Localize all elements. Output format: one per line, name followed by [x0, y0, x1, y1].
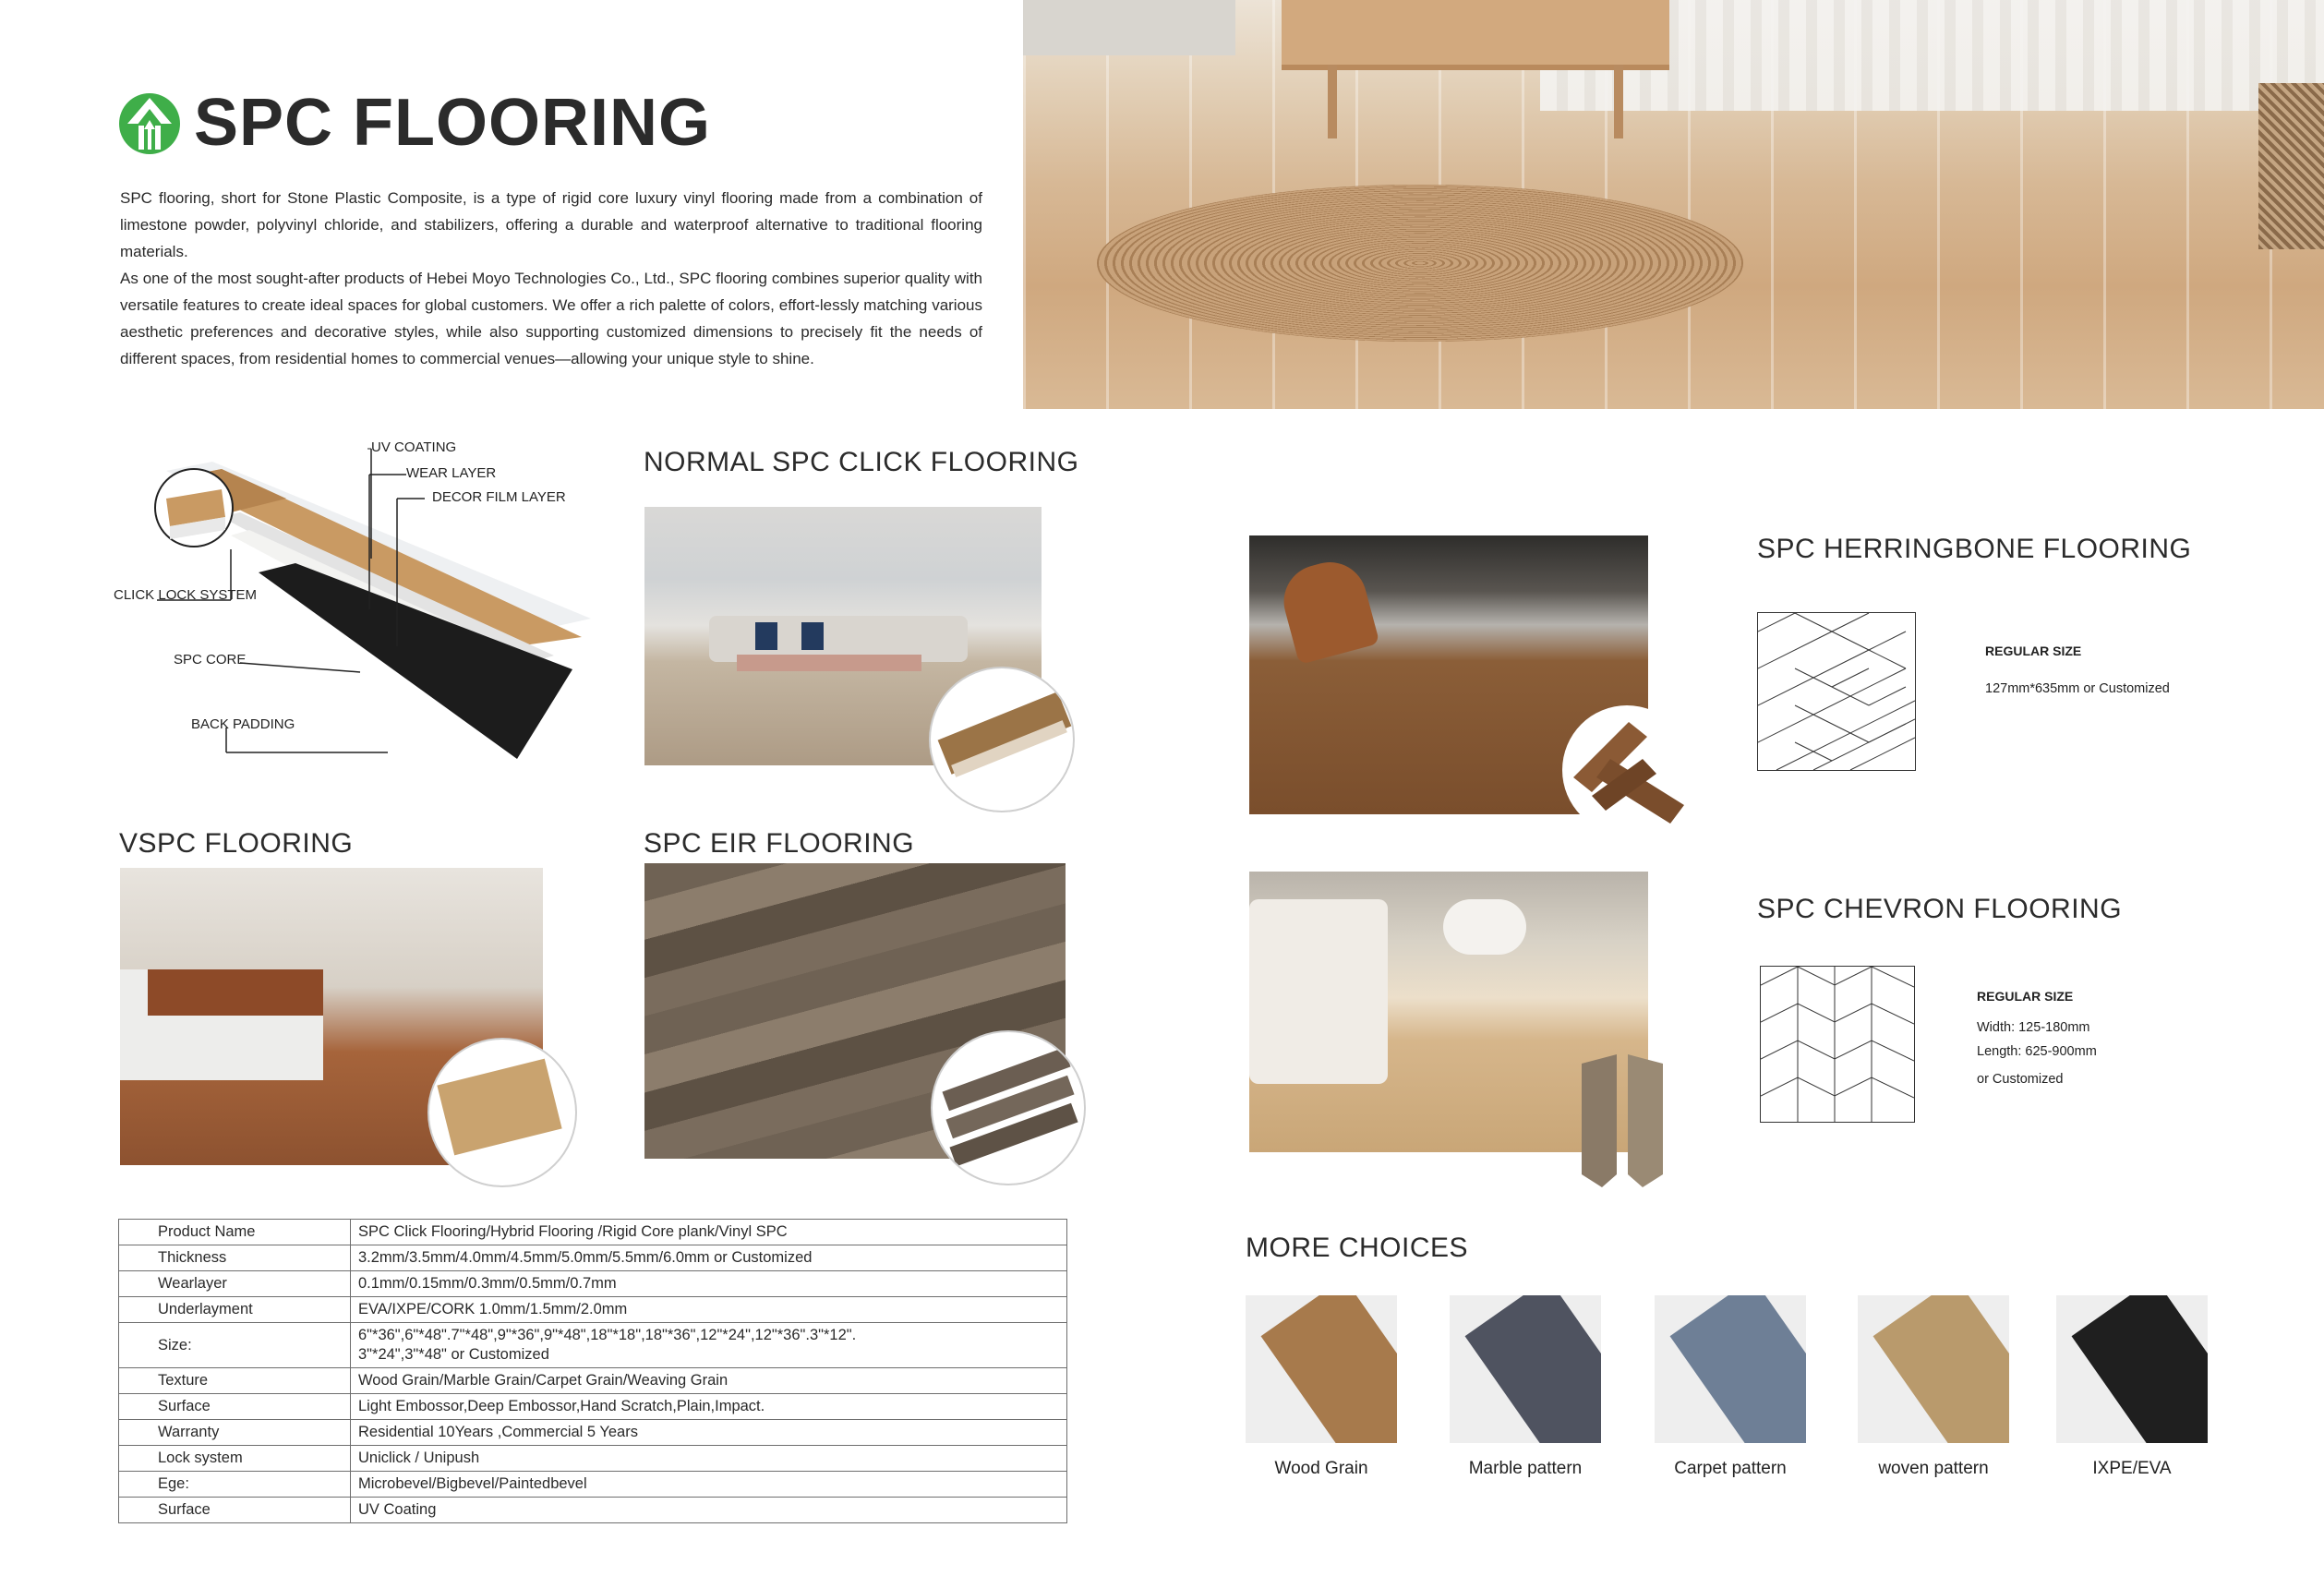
spec-key: Product Name [119, 1220, 351, 1245]
herringbone-size-value: 127mm*635mm or Customized [1985, 681, 2170, 696]
spec-key: Surface [119, 1498, 351, 1523]
plank-sample [437, 1059, 561, 1156]
table-row [119, 1245, 1067, 1271]
table-row [119, 1420, 1067, 1446]
label-wear-layer: WEAR LAYER [406, 465, 497, 481]
section-title-chevron: SPC CHEVRON FLOORING [1757, 894, 2123, 924]
herringbone-size-label: REGULAR SIZE [1985, 644, 2082, 658]
coffee-table-shape [1443, 899, 1526, 955]
choice-label: Carpet pattern [1674, 1459, 1787, 1478]
section-title-herringbone: SPC HERRINGBONE FLOORING [1757, 534, 2192, 564]
spec-key: Surface [119, 1394, 351, 1420]
choice-swatch [1858, 1295, 2009, 1443]
choice-plank [1261, 1295, 1397, 1443]
spec-value [351, 1323, 1067, 1368]
spec-key: Size: [119, 1323, 351, 1368]
cushion-shape [755, 622, 777, 650]
label-back-padding: BACK PADDING [191, 716, 295, 732]
spec-key: Thickness [119, 1245, 351, 1271]
choice-label: woven pattern [1878, 1459, 1989, 1478]
chevron-plank-icon [1574, 1054, 1670, 1187]
eir-plank-circle [931, 1030, 1086, 1185]
choice-label: Marble pattern [1468, 1459, 1583, 1478]
company-logo-icon [118, 92, 181, 155]
intro-text [120, 185, 982, 372]
section-title-eir: SPC EIR FLOORING [644, 828, 915, 859]
table-row [119, 1498, 1067, 1523]
choice-plank [1670, 1295, 1806, 1443]
spec-value: Wood Grain/Marble Grain/Carpet Grain/Weaving Grain [351, 1368, 1067, 1394]
table-row [119, 1323, 1067, 1368]
page-title: SPC FLOORING [194, 86, 712, 160]
spec-value: UV Coating [351, 1498, 1067, 1523]
choice-plank [2072, 1295, 2208, 1443]
spec-key: Lock system [119, 1446, 351, 1472]
table-row [119, 1271, 1067, 1297]
sofa-shape [1249, 899, 1388, 1084]
spec-key: Warranty [119, 1420, 351, 1446]
chevron-size-label: REGULAR SIZE [1977, 989, 2074, 1004]
section-title-vspc: VSPC FLOORING [119, 828, 354, 859]
round-rug-shape [1097, 185, 1743, 342]
spec-key: Texture [119, 1368, 351, 1394]
spec-key: Wearlayer [119, 1271, 351, 1297]
label-click-lock-system: CLICK LOCK SYSTEM [114, 587, 258, 603]
section-title-more-choices: MORE CHOICES [1246, 1233, 1469, 1263]
table-row [119, 1220, 1067, 1245]
spec-value: 3.2mm/3.5mm/4.0mm/4.5mm/5.0mm/5.5mm/6.0mm or Customized [351, 1245, 1067, 1271]
choice-label: IXPE/EVA [2092, 1459, 2172, 1478]
herringbone-plank-icon [1555, 704, 1699, 835]
spec-value-line: 6"*36",6"*48".7"*48",9"*36",9"*48",18"*18",18"*36",12"*24",12"*36".3"*12". [358, 1327, 857, 1343]
chevron-custom: or Customized [1977, 1072, 2064, 1087]
table-row [119, 1368, 1067, 1394]
spec-value: Residential 10Years ,Commercial 5 Years [351, 1420, 1067, 1446]
spec-key: Underlayment [119, 1297, 351, 1323]
cabinet-leg [1328, 65, 1337, 138]
spec-value-line: 3"*24",3"*48" or Customized [358, 1346, 549, 1363]
blanket-shape [148, 969, 323, 1016]
hero-room-photo [1023, 0, 2324, 409]
herringbone-pattern-icon [1757, 612, 1916, 771]
spec-value: Light Embossor,Deep Embossor,Hand Scratch,Plain,Impact. [351, 1394, 1067, 1420]
table-shape [737, 655, 921, 671]
chair-shape [1276, 554, 1380, 665]
basket-shape [2258, 83, 2324, 249]
section-title-normal: NORMAL SPC CLICK FLOORING [644, 447, 1079, 477]
chevron-pattern-icon [1760, 966, 1915, 1123]
choice-label: Wood Grain [1274, 1459, 1368, 1478]
sofa-shape [1023, 0, 1235, 55]
choice-plank [1465, 1295, 1601, 1443]
cabinet-shape [1282, 0, 1669, 70]
table-row [119, 1297, 1067, 1323]
choice-swatch [1655, 1295, 1806, 1443]
table-row [119, 1472, 1067, 1498]
vspc-plank-circle [427, 1038, 577, 1187]
choice-swatch [1246, 1295, 1397, 1443]
choice-swatch [2056, 1295, 2208, 1443]
layer-structure-diagram [111, 434, 628, 776]
intro-paragraph-2: As one of the most sought-after products of Hebei Moyo Technologies Co., Ltd., SPC flooring combines superior quality with versatile features to create ideal spaces for global customers. We offer a rich palette of colors, effort-lessly matching various aesthetic preferences and decorative styles, while also supporting customized dimensions to precisely fit the needs of different spaces, from residential homes to commercial venues—allowing your unique style to shine. [120, 270, 982, 367]
label-spc-core: SPC CORE [174, 652, 247, 668]
choice-swatch [1450, 1295, 1601, 1443]
chevron-length: Length: 625-900mm [1977, 1044, 2097, 1059]
intro-paragraph-1: SPC flooring, short for Stone Plastic Composite, is a type of rigid core luxury vinyl flooring made from a combination of limestone powder, polyvinyl chloride, and stabilizers, offering a durable and waterproof alternative to traditional flooring materials. [120, 189, 982, 260]
spec-value: SPC Click Flooring/Hybrid Flooring /Rigid Core plank/Vinyl SPC [351, 1220, 1067, 1245]
spec-key: Ege: [119, 1472, 351, 1498]
cushion-shape [801, 622, 824, 650]
cabinet-leg [1614, 65, 1623, 138]
label-uv-coating: UV COATING [371, 439, 457, 455]
spec-value: Uniclick / Unipush [351, 1446, 1067, 1472]
choice-plank [1873, 1295, 2009, 1443]
spec-value: 0.1mm/0.15mm/0.3mm/0.5mm/0.7mm [351, 1271, 1067, 1297]
spec-table [118, 1219, 1067, 1523]
spec-value: Microbevel/Bigbevel/Paintedbevel [351, 1472, 1067, 1498]
chevron-width: Width: 125-180mm [1977, 1020, 2090, 1035]
normal-spc-plank-circle [929, 667, 1075, 812]
table-row [119, 1446, 1067, 1472]
spec-value: EVA/IXPE/CORK 1.0mm/1.5mm/2.0mm [351, 1297, 1067, 1323]
table-row [119, 1394, 1067, 1420]
label-decor-film-layer: DECOR FILM LAYER [432, 489, 566, 505]
